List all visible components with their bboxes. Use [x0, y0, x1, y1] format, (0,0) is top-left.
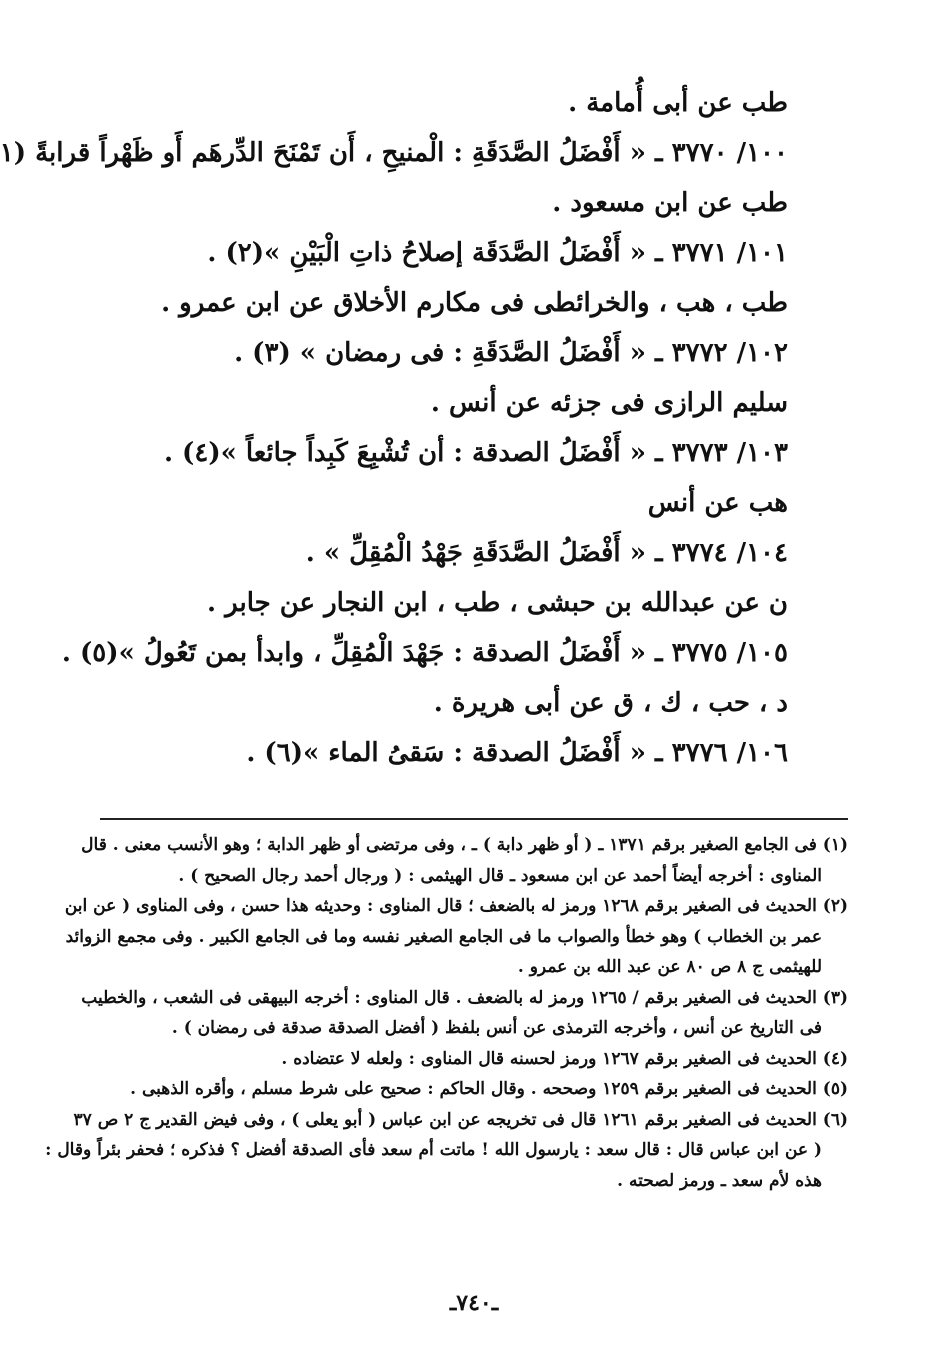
footnote-6: (٦) الحديث فى الصغير برقم ١٢٦١ قال فى تخريجه عن ابن عباس ( أبو يعلى ) ، وفى فيض القدير ج ٢ ص ٣٧ [73, 1109, 848, 1130]
footnote-3-cont: فى التاريخ عن أنس ، وأخرجه الترمذى عن أنس بلفظ ( أفضل الصدقة صدقة فى رمضان ) . [171, 1018, 822, 1038]
footnote-6-cont: هذه لأم سعد ـ ورمز لصحته . [617, 1170, 822, 1191]
page-number: ـ٧٤٠ـ [449, 1290, 499, 1316]
source-line: هب عن أنس [647, 488, 788, 518]
source-line: طب ، هب ، والخرائطى فى مكارم الأخلاق عن ابن عمرو . [161, 288, 788, 318]
footnote-6-cont: ( عن ابن عباس قال : قال سعد : يارسول الله ! ماتت أم سعد فأى الصدقة أفضل ؟ فذكره ؛ فحفر بئراً وقال : [45, 1140, 822, 1160]
hadith-text-block [0, 78, 788, 778]
footnote-divider [100, 818, 848, 820]
hadith-line: ١٠١/ ٣٧٧١ ـ « أَفْضَلُ الصَّدَقَة إصلاحُ ذاتِ الْبَيْنِ »(٢) . [207, 238, 788, 268]
source-line: طب عن ابن مسعود . [552, 188, 788, 218]
footnote-5: (٥) الحديث فى الصغير برقم ١٢٥٩ وصححه . وقال الحاكم : صحيح على شرط مسلم ، وأقره الذهبى . [130, 1079, 848, 1099]
footnote-1-cont: المناوى : أخرجه أيضاً أحمد عن ابن مسعود ـ قال الهيثمى : ( ورجال أحمد رجال الصحيح ) . [178, 865, 822, 886]
footnotes-block [45, 830, 848, 1196]
source-line: طب عن أبى أُمامة . [568, 88, 788, 118]
hadith-line: ١٠٥/ ٣٧٧٥ ـ « أَفْضَلُ الصدقة : جَهْدَ الْمُقِلِّ ، وابدأ بمن تَعُولُ »(٥) . [61, 638, 788, 668]
footnote-3: (٣) الحديث فى الصغير برقم / ١٢٦٥ ورمز له بالضعف . قال المناوى : أخرجه البيهقى فى الشعب ، والخطيب [81, 987, 848, 1008]
footnote-1: (١) فى الجامع الصغير برقم ١٣٧١ ـ ( أو ظهر دابة ) ـ ، وفى مرتضى أو ظهر الدابة ؛ وهو الأنسب معنى . قال [81, 835, 848, 855]
hadith-line: ١٠٢/ ٣٧٧٢ ـ « أَفْضَلُ الصَّدَقَةِ : فى رمضان » (٣) . [234, 338, 788, 368]
hadith-line: ١٠٦/ ٣٧٧٦ ـ « أَفْضَلُ الصدقة : سَقىُ الماء »(٦) . [246, 738, 788, 768]
footnote-2-cont: عمر بن الخطاب ) وهو خطأ والصواب ما فى الجامع الصغير نفسه وما فى الجامع الكبير . وفى مجمع الزوائد [65, 926, 822, 947]
hadith-line: ١٠٤/ ٣٧٧٤ ـ « أَفْضَلُ الصَّدَقَةِ جَهْدُ الْمُقِلِّ » . [305, 538, 788, 568]
footnote-2-cont: للهيثمى ج ٨ ص ٨٠ عن عبد الله بن عمرو . [517, 957, 822, 977]
source-line: ن عن عبدالله بن حبشى ، طب ، ابن النجار عن جابر . [207, 588, 788, 618]
footnote-2: (٢) الحديث فى الصغير برقم ١٢٦٨ ورمز له بالضعف ؛ قال المناوى : وحديثه هذا حسن ، وفى المناوى ( عن ابن [64, 896, 848, 916]
source-line: د ، حب ، ك ، ق عن أبى هريرة . [433, 688, 788, 718]
source-line: سليم الرازى فى جزئه عن أنس . [430, 388, 788, 418]
hadith-line: ١٠٣/ ٣٧٧٣ ـ « أَفْضَلُ الصدقة : أن تُشْبِعَ كَبِداً جائعاً »(٤) . [163, 438, 788, 468]
footnote-4: (٤) الحديث فى الصغير برقم ١٢٦٧ ورمز لحسنه قال المناوى : ولعله لا عتضاده . [281, 1048, 848, 1069]
hadith-line: ١٠٠/ ٣٧٧٠ ـ « أَفْضَلُ الصَّدَقَةِ : الْمنيحِ ، أَن تَمْنَحَ الدِّرهَم أَو ظَهْراً قرابةً (١ [0, 138, 788, 168]
